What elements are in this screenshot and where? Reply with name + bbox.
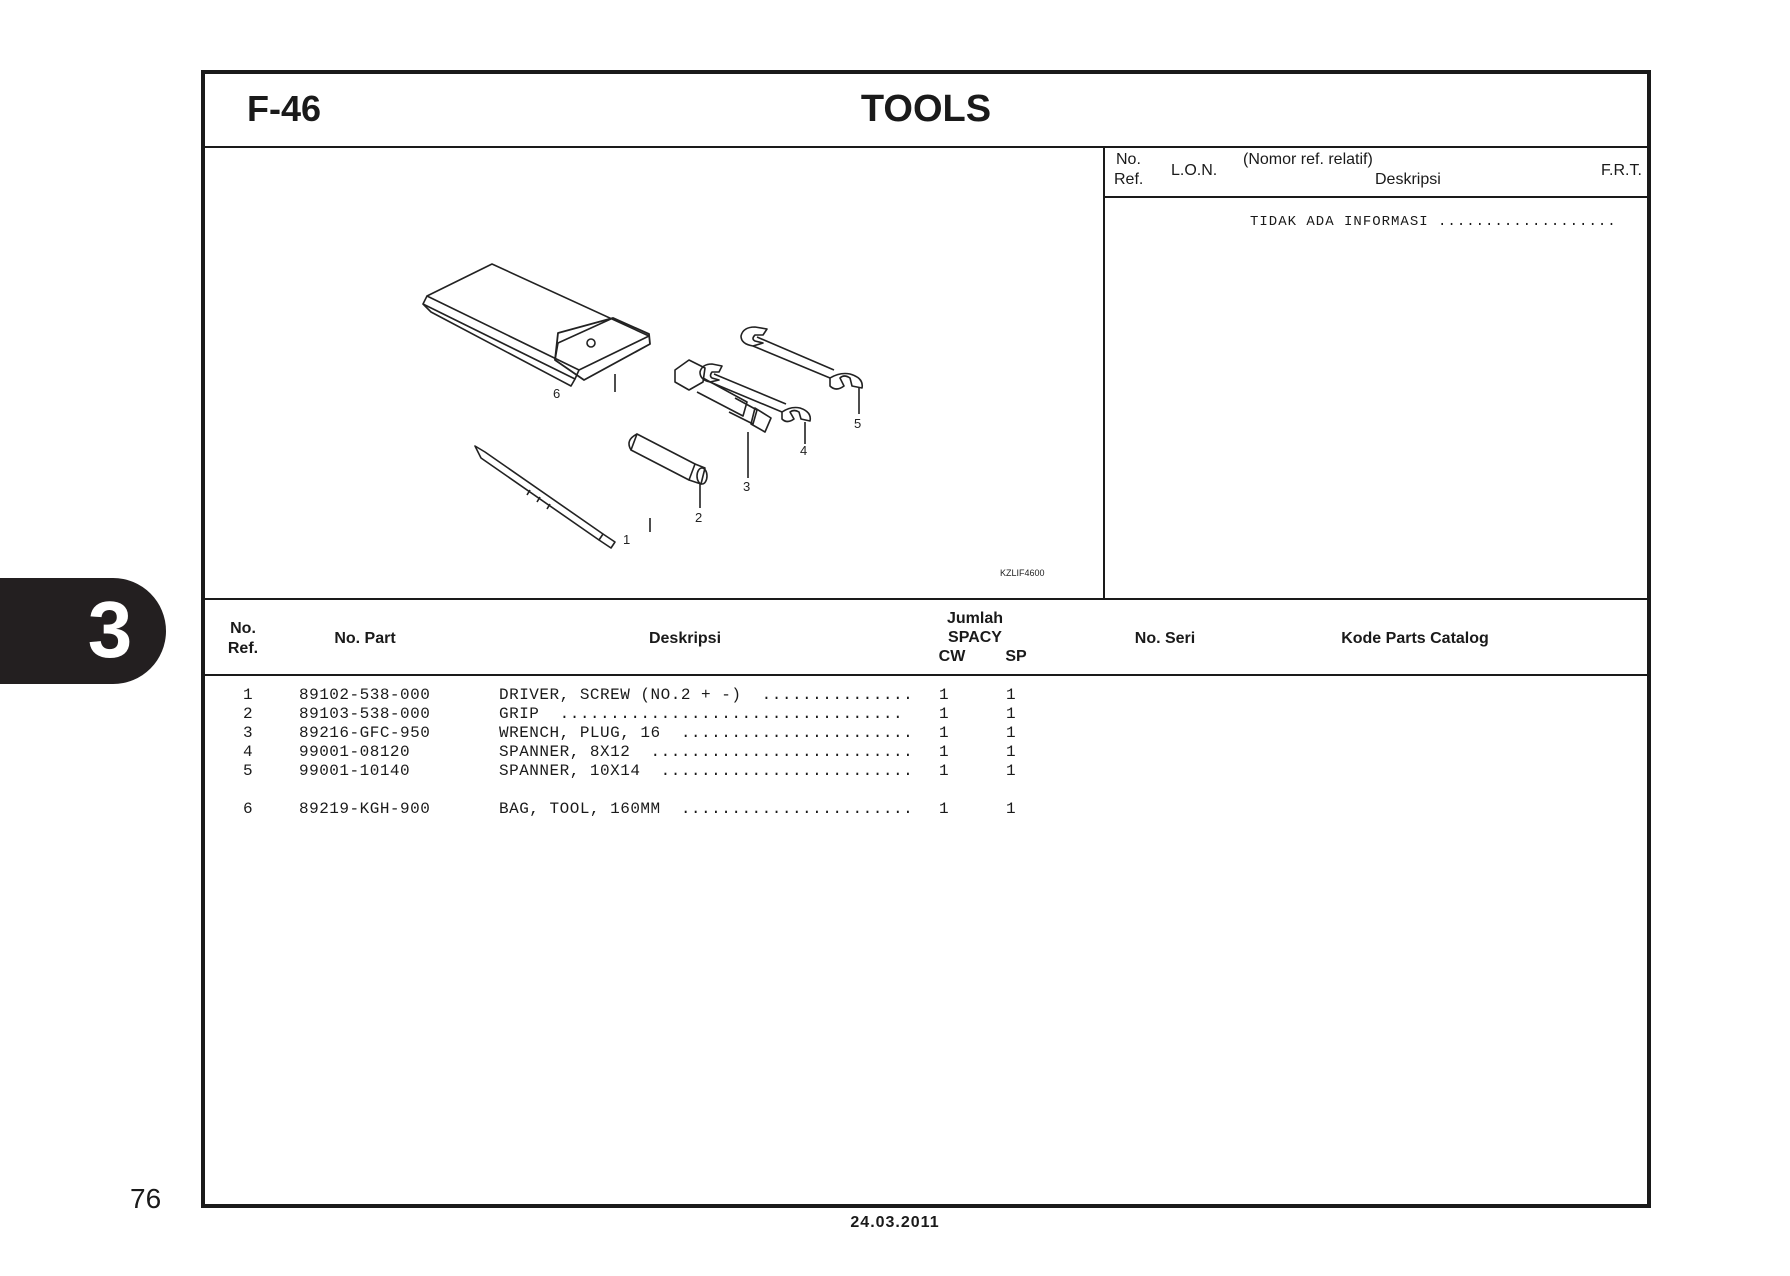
th-cw: CW xyxy=(938,648,966,665)
cell-ref: 3 xyxy=(243,724,254,742)
th-spacy: SPACY xyxy=(948,629,1002,646)
table-row xyxy=(205,705,1647,724)
ref-col-ref: Ref. xyxy=(1114,171,1144,188)
th-no: No. xyxy=(230,620,256,637)
cell-qty-sp: 1 xyxy=(1006,762,1017,780)
cell-part-number: 89216-GFC-950 xyxy=(299,724,431,742)
cell-qty-cw: 1 xyxy=(939,743,950,761)
spanner-10x14-drawing xyxy=(741,327,862,414)
th-no-seri: No. Seri xyxy=(1134,630,1196,647)
page-number: 76 xyxy=(130,1183,162,1214)
cell-part-number: 99001-10140 xyxy=(299,762,411,780)
callout-2: 2 xyxy=(695,510,703,525)
cell-qty-sp: 1 xyxy=(1006,686,1017,704)
th-jumlah: Jumlah xyxy=(946,610,1003,627)
th-no-part: No. Part xyxy=(334,630,396,647)
cell-part-number: 89219-KGH-900 xyxy=(299,800,431,818)
figure-header xyxy=(205,74,1647,148)
cell-description: GRIP .................................. xyxy=(499,705,904,723)
cell-qty-sp: 1 xyxy=(1006,800,1017,818)
table-row xyxy=(205,724,1647,743)
parts-illustration xyxy=(205,146,1105,598)
cell-qty-cw: 1 xyxy=(939,686,950,704)
cell-qty-sp: 1 xyxy=(1006,724,1017,742)
cell-description: SPANNER, 10X14 ......................... xyxy=(499,762,914,780)
cell-description: WRENCH, PLUG, 16 ....................... xyxy=(499,724,914,742)
table-row xyxy=(205,762,1647,781)
tool-bag-drawing xyxy=(423,264,650,392)
spanner-8x12-drawing xyxy=(700,364,810,444)
ref-col-lon: L.O.N. xyxy=(1171,162,1218,179)
ref-col-nomor: (Nomor ref. relatif) xyxy=(1243,151,1373,168)
cell-ref: 2 xyxy=(243,705,254,723)
figure-number: F-46 xyxy=(247,88,322,129)
illustration-code: KZLIF4600 xyxy=(1000,568,1045,578)
cell-ref: 4 xyxy=(243,743,254,761)
cell-description: SPANNER, 8X12 .......................... xyxy=(499,743,914,761)
cell-ref: 6 xyxy=(243,800,254,818)
cell-description: BAG, TOOL, 160MM ....................... xyxy=(499,800,914,818)
section-number: 3 xyxy=(87,585,133,674)
callout-3: 3 xyxy=(743,479,751,494)
table-row xyxy=(205,743,1647,762)
callout-5: 5 xyxy=(854,416,862,431)
th-deskripsi: Deskripsi xyxy=(648,630,722,647)
cell-qty-cw: 1 xyxy=(939,724,950,742)
reference-panel xyxy=(1105,146,1647,598)
th-sp: SP xyxy=(1005,648,1027,665)
callout-1: 1 xyxy=(623,532,631,547)
cell-description: DRIVER, SCREW (NO.2 + -) ............... xyxy=(499,686,914,704)
cell-part-number: 89102-538-000 xyxy=(299,686,431,704)
cell-ref: 5 xyxy=(243,762,254,780)
ref-col-frt: F.R.T. xyxy=(1601,162,1642,179)
cell-qty-sp: 1 xyxy=(1006,743,1017,761)
cell-part-number: 99001-08120 xyxy=(299,743,411,761)
cell-qty-cw: 1 xyxy=(939,762,950,780)
ref-col-deskripsi: Deskripsi xyxy=(1375,171,1441,188)
footer-date: 24.03.2011 xyxy=(850,1214,940,1231)
reference-info-text: TIDAK ADA INFORMASI ................... xyxy=(1250,214,1617,230)
cell-qty-cw: 1 xyxy=(939,800,950,818)
catalog-frame xyxy=(201,70,1651,1208)
screwdriver-grip-drawing xyxy=(629,434,707,508)
figure-title: TOOLS xyxy=(860,88,992,130)
cell-ref: 1 xyxy=(243,686,254,704)
section-tab xyxy=(0,578,166,684)
reference-panel-header xyxy=(1105,146,1647,198)
cell-qty-cw: 1 xyxy=(939,705,950,723)
callout-4: 4 xyxy=(800,443,808,458)
exploded-view-drawing xyxy=(205,146,1103,598)
table-row xyxy=(205,686,1647,705)
table-row xyxy=(205,800,1647,819)
callout-6: 6 xyxy=(553,386,561,401)
cell-qty-sp: 1 xyxy=(1006,705,1017,723)
th-kode-parts-catalog: Kode Parts Catalog xyxy=(1341,630,1489,647)
parts-table-header xyxy=(205,600,1647,676)
th-ref: Ref. xyxy=(227,640,259,657)
cell-part-number: 89103-538-000 xyxy=(299,705,431,723)
ref-col-no: No. xyxy=(1116,151,1141,168)
